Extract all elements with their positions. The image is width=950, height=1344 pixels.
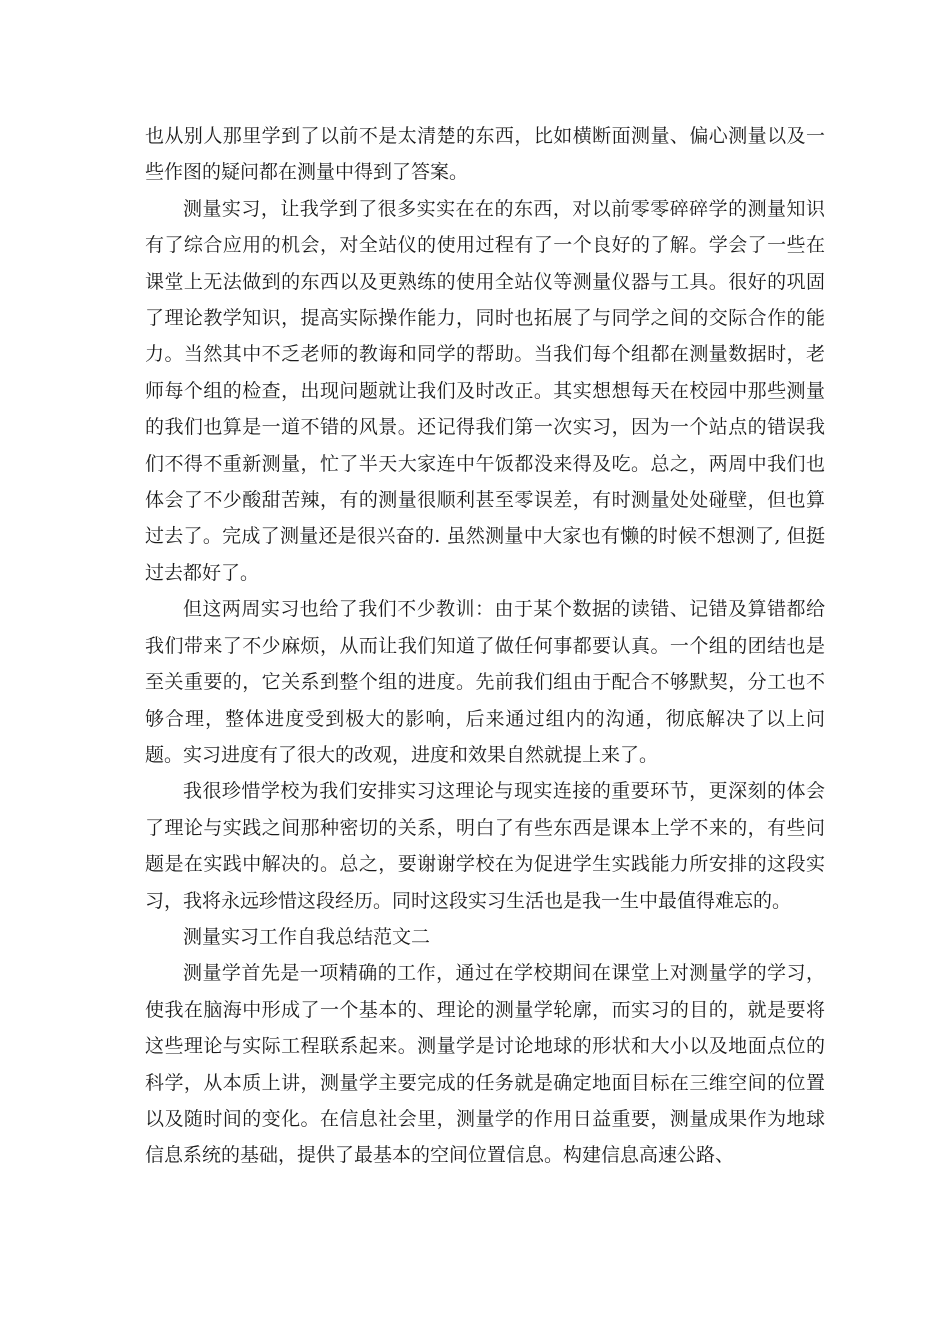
- paragraph-lessons: 但这两周实习也给了我们不少教训：由于某个数据的读错、记错及算错都给我们带来了不少麻烦，从而让我们知道了做任何事都要认真。一个组的团结也是至关重要的，它关系到整个组的进度。先前我们组由于配合不够默契，分工也不够合理，整体进度受到极大的影响，后来通过组内的沟通，彻底解决了以上问题。实习进度有了很大的改观，进度和效果自然就提上来了。: [145, 598, 825, 766]
- paragraph-surveying-intro: 测量学首先是一项精确的工作，通过在学校期间在课堂上对测量学的学习，使我在脑海中形成了一个基本的、理论的测量学轮廓，而实习的目的，就是要将这些理论与实际工程联系起来。测量学是讨论地球的形状和大小以及地面点位的科学，从本质上讲，测量学主要完成的任务就是确定地面目标在三维空间的位置以及随时间的变化。在信息社会里，测量学的作用日益重要，测量成果作为地球信息系统的基础，提供了最基本的空间位置信息。构建信息高速公路、: [145, 962, 825, 1167]
- paragraph-gratitude: 我很珍惜学校为我们安排实习这理论与现实连接的重要环节，更深刻的体会了理论与实践之间那种密切的关系，明白了有些东西是课本上学不来的，有些问题是在实践中解决的。总之，要谢谢学校在为促进学生实践能力所安排的这段实习，我将永远珍惜这段经历。同时这段实习生活也是我一生中最值得难忘的。: [145, 780, 825, 912]
- document-body: [145, 118, 825, 1174]
- section-heading: 测量实习工作自我总结范文二: [183, 925, 431, 948]
- paragraph-internship-gains: 测量实习，让我学到了很多实实在在的东西，对以前零零碎碎学的测量知识有了综合应用的机会，对全站仪的使用过程有了一个良好的了解。学会了一些在课堂上无法做到的东西以及更熟练的使用全站仪等测量仪器与工具。很好的巩固了理论教学知识，提高实际操作能力，同时也拓展了与同学之间的交际合作的能力。当然其中不乏老师的教诲和同学的帮助。当我们每个组都在测量数据时，老师每个组的检查，出现问题就让我们及时改正。其实想想每天在校园中那些测量的我们也算是一道不错的风景。还记得我们第一次实习，因为一个站点的错误我们不得不重新测量，忙了半天大家连中午饭都没来得及吃。总之，两周中我们也体会了不少酸甜苦辣，有的测量很顺利甚至零误差，有时测量处处碰壁，但也算过去了。完成了测量还是很兴奋的. 虽然测量中大家也有懒的时候不想测了, 但挺过去都好了。: [145, 197, 825, 584]
- paragraph-continuation: 也从别人那里学到了以前不是太清楚的东西，比如横断面测量、偏心测量以及一些作图的疑问都在测量中得到了答案。: [145, 125, 825, 184]
